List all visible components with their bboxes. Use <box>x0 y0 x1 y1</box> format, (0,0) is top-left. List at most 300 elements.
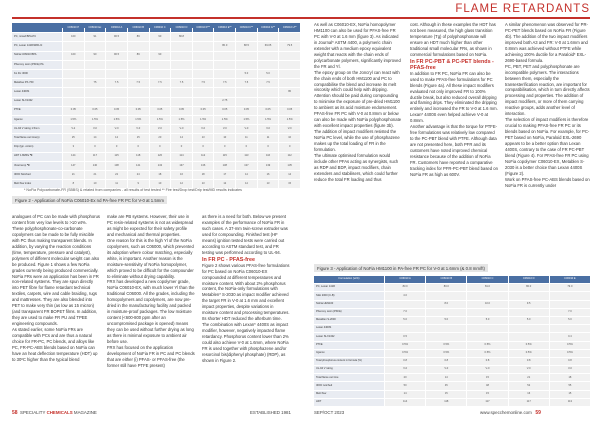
row-label: HDT 1.8MPa ℃ <box>12 153 62 161</box>
fig2-caption: Figure 2 - Application of NoFia C06010-Ex nd PA-free FR PC for V-0 at 1.5mm <box>12 196 167 204</box>
table-cell: 141 <box>128 162 149 170</box>
table-header-cell: C06010 C <box>467 276 507 283</box>
paragraph: The epoxy group on the Joncryl can react with the chain ends of both HM1100 and PC to compatibilise the blend and increase its melt viscosity which could help with dripping. Attention should be paid during compounding to minimise the exposure of pre-dried HM1100 to ambient as its acid moisture endorsement. <box>314 69 400 111</box>
table-cell <box>214 33 235 41</box>
table-cell <box>258 98 279 106</box>
table-cell <box>171 42 192 50</box>
table-cell: 14 <box>85 134 106 142</box>
table-cell <box>106 88 127 96</box>
magazine-name-a: SPECIALITY <box>20 410 46 415</box>
table-cell: 7.5 <box>106 79 127 87</box>
table-cell: 5.0 <box>236 70 257 78</box>
table-cell <box>193 88 214 96</box>
row-label: Lexan 4400S <box>314 325 384 332</box>
table-cell <box>106 61 127 69</box>
table-cell <box>193 52 214 60</box>
table-cell: 9.5 <box>509 301 549 308</box>
table-cell: 7.5 <box>150 79 171 87</box>
table-cell: 15 <box>128 134 149 142</box>
table-cell: 117 <box>85 153 106 161</box>
row-label: HDT <box>314 399 384 406</box>
row-label: Irganox <box>314 350 384 357</box>
row-label: UL-94 V rating <box>314 366 384 373</box>
table-cell <box>258 61 279 69</box>
table-cell <box>193 61 214 69</box>
table-cell: 14 <box>236 171 257 179</box>
table-cell: 1.5% <box>150 116 171 124</box>
table-cell: V-0 <box>550 366 590 373</box>
table-cell: 12 <box>214 180 235 188</box>
table-cell: 0 <box>279 143 300 151</box>
text-column-3 <box>202 214 290 364</box>
table-cell: 136 <box>193 162 214 170</box>
table-cell <box>236 98 257 106</box>
table-cell <box>63 70 84 78</box>
table-cell <box>467 309 507 316</box>
table-cell: 5.0 <box>258 70 279 78</box>
table-cell: 15 <box>550 391 590 398</box>
row-label: Ko Fix 3000 <box>12 70 62 78</box>
table-cell: 0.5% <box>509 350 549 357</box>
table-cell: 0.05 <box>171 107 192 115</box>
table-cell: 0 <box>258 143 279 151</box>
paragraph: Work on PFAS-free PC-ABS blends based on NoFia FR is currently under <box>505 176 590 188</box>
paragraph: These polyphosphonate-co-carbonate copolymers can be made to be fully miscible with PC thus making transparent blends. In addition, by varying the reaction conditions (time, temperature, pressure and catalyst), polymers of different molecular weight can also be produced. Figure 1 shows a few NoFia grades currently being produced commercially. <box>12 225 100 273</box>
paragraph: Another advantage is that the torque for PTFE-free formulations was relatively low compared to the PC-PBT blend with PTFE. Although data are not presented here, both PFR and its customers have noted improved chemical resistance because of the addition of NoFia FR. Customers have reported a comparative tracking index for PFR-PC-PBT blend based on NoFia FR as high as 600V. <box>410 124 498 177</box>
table-cell: 0.05 <box>279 107 300 115</box>
paragraph: A similar phenomenon was observed for PR-PC-PET blends based on NoFia FR (Figure 4b). The addition of the two impact modifiers improved both A3 and FR: V-0 at 1.6mm and 0.8mm was achieved without PTFE while achieving 100% ductile for a Paraloid* EXL-2690-based formula. <box>505 22 588 63</box>
row-label: PTFE <box>12 107 62 115</box>
table-cell: 1.5% <box>279 116 300 124</box>
table-cell <box>106 42 127 50</box>
table-cell <box>150 61 171 69</box>
table-cell <box>258 88 279 96</box>
table-cell: 10.0 <box>467 301 507 308</box>
row-label: Metablen S-2030 <box>314 317 384 324</box>
table-cell: V-2 <box>63 125 84 133</box>
table-cell: 0.05 <box>150 107 171 115</box>
table-header-cell: C06010 P** <box>193 24 214 32</box>
table-header-cell: C06010 E** <box>214 24 235 32</box>
table-cell: 0.5% <box>550 342 590 349</box>
table-cell: 112 <box>279 153 300 161</box>
table-cell: 137 <box>171 162 192 170</box>
row-label: Melt flow index <box>12 180 62 188</box>
paragraph: FRX has focused on the application development of NoFia FR in PC and PC blends that are either (i) PFAS- or PFAS-free (the former still have PTFE present) <box>107 344 195 368</box>
table-cell: 90.5 <box>106 33 127 41</box>
footer-left <box>12 410 97 416</box>
table-cell <box>279 52 300 60</box>
table-cell: 113 <box>236 153 257 161</box>
text-column-1 <box>12 214 100 363</box>
table-cell: 14 <box>236 180 257 188</box>
table-cell <box>426 309 466 316</box>
row-label: IZOD Notched <box>12 171 62 179</box>
table-cell: 16 <box>509 391 549 398</box>
table-header-cell: C06010 D <box>171 24 192 32</box>
table-cell: 0.5 <box>385 333 425 340</box>
table-cell: 118 <box>426 399 466 406</box>
table-cell: 5.0 <box>550 317 590 324</box>
table-cell: 18 <box>550 374 590 381</box>
table-cell <box>509 333 549 340</box>
footer-date: SEP/OCT 2023 <box>314 410 345 415</box>
table-cell: 89 <box>128 52 149 60</box>
footer-right <box>480 410 541 416</box>
table-cell <box>171 52 192 60</box>
table-cell: V-0 <box>106 125 127 133</box>
table-cell: 45 <box>426 382 466 389</box>
table-cell <box>150 42 171 50</box>
table-cell: 11 <box>236 134 257 142</box>
table-cell <box>128 61 149 69</box>
table-cell: 0.05 <box>258 107 279 115</box>
table-cell: 0.8 <box>509 358 549 365</box>
table-cell: 1.5% <box>63 116 84 124</box>
table-cell: 7.5 <box>236 79 257 87</box>
table-cell: 117 <box>467 399 507 406</box>
table-cell: 0.5% <box>426 342 466 349</box>
row-label: IZOD notched <box>314 382 384 389</box>
table-cell: 137 <box>236 162 257 170</box>
table-cell: 79.5 <box>279 42 300 50</box>
table-cell: 22 <box>106 171 127 179</box>
table-cell <box>128 98 149 106</box>
table-cell: 0.5% <box>467 350 507 357</box>
table-cell: 15 <box>426 391 466 398</box>
table-cell: V-0 <box>509 366 549 373</box>
table-cell: 0.5% <box>509 342 549 349</box>
table-cell: 90 <box>150 33 171 41</box>
magazine-name-b: CHEMICALS <box>46 410 73 415</box>
table-cell: 0.8 <box>426 358 466 365</box>
table-cell <box>193 42 214 50</box>
section-heading: In FR PC - PFAS-free <box>202 256 256 263</box>
paragraph: Figure 2 shows various PFAS-free formulations for PC based on NoFia C06010-EX compounded at different temperatures and moisture content. With about 2% phosphorus content, the NoFia-only formulations with Metablen* S-2030 as impact modifier achieved the target FR in V-0 at 1.6 mm and excellent impact properties, despite variations in moisture content and processing temperatures. Its shorter HDT reduced the afterburn time. The combination with Lexan* 4400S as impact modifier, however, negatively impacted flame retardancy. Phosphorus content lower than 2% could also achieve V-0 at 1.6mm, where NoFia FR is used together with phosphazene and/or resorcinol bis(diphenyl phosphate) (RDP), as shown in Figure 2. <box>202 262 290 363</box>
row-label: Irganox <box>12 116 62 124</box>
table-cell: 15 <box>279 180 300 188</box>
table-cell: 0.5% <box>385 350 425 357</box>
table-cell: 8 <box>63 180 84 188</box>
table-cell <box>236 61 257 69</box>
table-cell: 9 <box>128 180 149 188</box>
row-label: Total phosphorus content in formula (%) <box>314 358 384 365</box>
table-cell: 0 <box>193 143 214 151</box>
table-cell: 112 <box>193 153 214 161</box>
table-cell: 0.5% <box>385 342 425 349</box>
table-cell <box>258 52 279 60</box>
table-cell: 4.0 <box>385 292 425 299</box>
magazine-name-c: MAGAZINE <box>73 410 97 415</box>
table-cell: V-0 <box>128 125 149 133</box>
row-label: Drip (Ign. cotton) <box>12 143 62 151</box>
table-cell <box>509 292 549 299</box>
row-label: Melt flow <box>314 391 384 398</box>
table-header-cell: C06010 A <box>106 24 127 32</box>
table-cell <box>509 309 549 316</box>
table-cell <box>550 292 590 299</box>
table-cell: 20 <box>150 134 171 142</box>
row-label: UL-94 V rating 1.5mm <box>12 125 62 133</box>
table-cell: 79.0 <box>550 284 590 291</box>
table-cell: 0 <box>150 143 171 151</box>
table-cell: 25 <box>63 134 84 142</box>
table-header-cell: C06010 G** <box>258 24 279 32</box>
table-cell: 7.5 <box>128 79 149 87</box>
table-cell: V-0 <box>85 125 106 133</box>
table-cell <box>279 98 300 106</box>
row-label: Lexan SLX1432 <box>314 333 384 340</box>
table-cell: 3 <box>63 143 84 151</box>
table-cell <box>279 70 300 78</box>
table-header-cell: Formulation (wt%) <box>314 276 384 283</box>
table-cell: 0.5% <box>550 350 590 357</box>
paragraph: The selection of impact modifiers is therefore crucial to making PFAS-free FR PC or its blends based on NoFia. For example, for PC-PET based on NoFia, Paraloid EXL-2690 appears to be a better option than Lexan 4400S, contrary to the case of FR PC-PBT blend (Figure 4). For PFAS-free FR PC using NoFia copolymer C06010-EX, Metablen S-2030 is a better choice than Lexan 4400S (Figure 2). <box>505 117 590 176</box>
table-cell: V-0 <box>214 125 235 133</box>
table-cell: 14 <box>279 171 300 179</box>
table-cell <box>426 325 466 332</box>
table-cell: 0.8 <box>467 358 507 365</box>
table-cell <box>193 98 214 106</box>
table-cell: 0 <box>236 143 257 151</box>
paragraph: As well as C06010-EX, NoFia homopolymer HM1100 can also be used for PFAS-free FR PC with V-0 at 1.6 mm (figure 3). As indicated in Journal* ASTM 4400, a polymeric chain extender with a medium epoxy equivalent weight that reacts with the chain ends of polycarbonate polymers, significantly improved the FR and Yl. <box>314 22 401 69</box>
row-label: Lexan 4400S <box>12 88 62 96</box>
table-cell <box>150 88 171 96</box>
table-cell: 80.0 <box>214 42 235 50</box>
left-page-number: 58 <box>12 410 18 416</box>
table-cell: 50 <box>385 382 425 389</box>
table-cell: 80.0 <box>426 284 466 291</box>
table-cell: 115 <box>106 153 127 161</box>
table-cell: 5.0 <box>426 317 466 324</box>
table-cell: 0.5% <box>426 350 466 357</box>
table-cell: 1.5% <box>258 116 279 124</box>
table-cell: V-0 <box>467 366 507 373</box>
table-cell: V-0 <box>193 125 214 133</box>
table-cell <box>85 61 106 69</box>
right-page-number: 59 <box>535 410 541 416</box>
table-cell <box>85 88 106 96</box>
table-cell: 10 <box>214 134 235 142</box>
table-cell <box>426 333 466 340</box>
paragraph: In addition to FR PC, NoFia FR can also be used to make PFAS-free formulations for PC blends (Figure 4a). All these impact modifiers evaluated not only improved FR to 100% ductile break, but also reduced overall dripping and flaming drips. They eliminated the dripping entirely and increased the FR to V-0 at 1.6 mm. Lexan* 4400S even helped achieve V-0 at 0.8mm. <box>410 70 498 124</box>
table-header-cell: C06010 P <box>63 24 84 32</box>
table-cell <box>193 70 214 78</box>
table-cell: 143 <box>150 162 171 170</box>
table-cell: 52 <box>509 382 549 389</box>
table-cell <box>236 52 257 60</box>
table-cell: 18 <box>193 171 214 179</box>
table-cell <box>214 61 235 69</box>
table-cell: 0.05 <box>63 107 84 115</box>
table-cell: 7.5 <box>214 79 235 87</box>
table-cell: 118 <box>128 153 149 161</box>
table-cell: 11 <box>258 134 279 142</box>
table-cell: 83.0 <box>385 284 425 291</box>
table-cell: 139 <box>258 162 279 170</box>
table-cell: 21 <box>85 171 106 179</box>
table-header-cell: C06010 B <box>128 24 149 32</box>
row-label: Vicat temp ℃ <box>12 162 62 170</box>
table-cell: 100 <box>63 52 84 60</box>
table-cell: 91 <box>85 33 106 41</box>
row-label: Stilo 2000 (C-B) <box>314 292 384 299</box>
table-cell <box>214 70 235 78</box>
table-cell: 80.0 <box>509 284 549 291</box>
table-cell <box>193 33 214 41</box>
table-cell <box>214 88 235 96</box>
table-cell: 5.0 <box>385 317 425 324</box>
table-cell: 0.05 <box>128 107 149 115</box>
table-header-cell: C06010 E <box>550 276 590 283</box>
table-cell: 0.4 <box>550 333 590 340</box>
table-cell: 0 <box>85 143 106 151</box>
row-label: Total flame out time(s) <box>12 134 62 142</box>
text-column-4 <box>314 22 402 183</box>
table-cell: 21 <box>63 171 84 179</box>
row-label: Total flame out time <box>314 374 384 381</box>
table-cell: 117 <box>509 399 549 406</box>
table-cell: 0.8 <box>550 358 590 365</box>
table-cell <box>385 325 425 332</box>
footer-established: ESTABLISHED 1981 <box>250 410 291 415</box>
table-cell <box>150 70 171 78</box>
table-cell: 12 <box>106 134 127 142</box>
table-cell <box>467 325 507 332</box>
paragraph: make are PB systems. However, their use in PC resin-related systems is not as widespread as might be expected for their safety profile and mechanical and thermal properties. <box>107 214 194 237</box>
table-cell <box>509 325 549 332</box>
fig3-caption: Figure 3 - Application of NoFia HM1100 in PA-free FR PC for V-0 at 1.6mm (& 0.8 mm/ft) <box>314 264 488 272</box>
table-cell: 7.5 <box>258 79 279 87</box>
table-header-cell: C06010 D <box>509 276 549 283</box>
table-cell <box>63 88 84 96</box>
table-header-cell: C06010 C <box>150 24 171 32</box>
table-cell: 80.8 <box>171 33 192 41</box>
table-header-cell: C06010 B <box>426 276 466 283</box>
text-column-2 <box>107 214 195 369</box>
table-cell: 0.5% <box>467 342 507 349</box>
table-header-cell: C06010 A <box>385 276 425 283</box>
table-cell: 124 <box>63 153 84 161</box>
table-cell: 147 <box>63 162 84 170</box>
paragraph: As stated earlier, some NoFia FRs are compatible with PCs and are thus a natural choice for FR-PC, PC blends, and alloys like PC, FR-PC-ABS blends based on NoFia can have an heat deflection temperature (HDT) up to 30ºC higher than the typical blend <box>12 327 98 362</box>
table-cell <box>63 42 84 50</box>
row-label: Phenoxy resin (PKFE) PA <box>12 61 62 69</box>
table-cell: 17 <box>214 171 235 179</box>
paragraph: The ultimate optimised formulation would include other PFAs acting as synergists, such as RDP and BDP, impact modifiers, chain extenders and stabilisers, which could further reduce the total FR loading and thus <box>314 152 399 182</box>
table-cell: 12 <box>171 180 192 188</box>
table-cell: V-0 <box>385 366 425 373</box>
table-cell <box>385 301 425 308</box>
table-cell: 20 <box>385 374 425 381</box>
table-cell: 15 <box>467 391 507 398</box>
table-cell: 0.05 <box>106 107 127 115</box>
table-cell: 10 <box>279 134 300 142</box>
table-cell <box>63 98 84 106</box>
table-cell: V-0 <box>236 125 257 133</box>
table-cell: 14 <box>171 134 192 142</box>
table-cell: 7.5 <box>171 79 192 87</box>
table-cell <box>426 292 466 299</box>
table-cell <box>63 61 84 69</box>
table-cell: 13 <box>193 180 214 188</box>
header-rule <box>12 17 590 19</box>
table-header-cell: C06010 F** <box>236 24 257 32</box>
table-cell: 14 <box>385 391 425 398</box>
table-cell <box>258 33 279 41</box>
paragraph: PFAS-free FR PC with V-0 at 0.8mm or below can also be made with NoFia polyphosphonate with excellent impact properties (figure 3b). The addition of impact modifiers resisted the NoFia PC level, while the use of phosphazene makes up the total loading of FR in the formulation. <box>314 111 402 153</box>
table-cell: 5.0 <box>509 317 549 324</box>
table-cell: 7.0 <box>550 309 590 316</box>
table-cell <box>63 79 84 87</box>
table-cell: 89 <box>128 33 149 41</box>
table-cell <box>236 33 257 41</box>
table-cell <box>214 52 235 60</box>
paragraph: cost. Although in these examples the HDT has not been measured, the high glass transition temperature (Tg) of polyphosphonate will ensure an HDT much higher than other traditional small molecular FRs, as shown in commercial formulations based on NoFia. <box>410 22 496 57</box>
table-cell: V-0 <box>258 125 279 133</box>
table-cell <box>85 98 106 106</box>
table-cell: 0.05 <box>193 107 214 115</box>
table-cell <box>85 42 106 50</box>
table-cell <box>150 98 171 106</box>
table-cell: V-0 <box>171 125 192 133</box>
table-cell: 48 <box>467 382 507 389</box>
table-cell: 21 <box>509 374 549 381</box>
fig2-footnote: * NoFia Polycarbonate-FR (SBBS) & related from companies - all results of test tested ** Fire test/Drop test/Drip test/MD results indicates <box>24 188 242 192</box>
table-header-cell: C06010 Ex <box>85 24 106 32</box>
table-cell <box>128 42 149 50</box>
fig2-table <box>12 24 300 188</box>
table-cell: 80 <box>279 88 300 96</box>
table-cell <box>279 33 300 41</box>
row-label: Lexan SLX1432 <box>12 98 62 106</box>
table-cell: 16 <box>258 171 279 179</box>
table-cell: 0 <box>106 143 127 151</box>
section-heading: In FR PC-PBT & PC-PET blends - PFAS-free <box>410 58 494 71</box>
text-column-5 <box>410 22 498 178</box>
paragraph: FRX has developed a new copolymer grade, NoFia C06010-EX, with much lower Yl than the traditional C06000. All the grades, including the homopolymers and copolymers, are now pre-dried in the manufacturing facility and packed in moisture-proof packages. The low moisture content (<600-800 ppm after an uncompromised package is opened) means they can be used without further drying as long as there is minimal exposure to ambient air before use. <box>107 279 195 345</box>
section-title: FLAME RETARDANTS <box>455 3 590 15</box>
table-cell: 140 <box>85 162 106 170</box>
paragraph: as there is a need for both. Below we present examples of the performance of NoFia FR in such cases. A 37-mm twin-screw extruder was used for compounding. Finished test (HF means) ignition tested tests were carried out according to ASTM standard test, and FR testing was performed according to UL-94. <box>202 214 288 255</box>
table-cell: 24 <box>128 171 149 179</box>
paragraph: NoFia FRs were an application has been in FR non-related systems. They are spun directly into PET fibre for flame retardant technical textiles, carpets, wire and cable braiding, rugs and mattresses. They are also blended into PET to make very thin (as low as 15 micron) (and transparent FR BOPET films. In addition, they are used to make FR PU and TPEE engineering compounds. <box>12 273 99 327</box>
table-cell: 0.05 <box>85 107 106 115</box>
table-header-cell <box>12 24 62 32</box>
table-cell <box>171 98 192 106</box>
row-label: Melafree PX-760 <box>12 79 62 87</box>
table-cell <box>106 98 127 106</box>
table-cell <box>467 333 507 340</box>
table-cell: 0.05 <box>236 107 257 115</box>
table-cell: 0 <box>214 143 235 151</box>
table-cell: 100 <box>63 33 84 41</box>
table-header-cell: C06010 H** <box>279 24 300 32</box>
paragraph: One reason for this is the high Yl of the NoFia copolymers, such as C06000, which prevented its adoption where colour matching, especially white, is important. Another reason is the moisture-sensitivity of NoFia homopolymer, which proved to be difficult for the compounder to eliminate without drying capability. <box>107 237 194 279</box>
row-label: NoFia HM1100 <box>314 301 384 308</box>
table-cell <box>236 88 257 96</box>
table-cell <box>171 61 192 69</box>
table-cell <box>171 88 192 96</box>
table-cell: 7.0 <box>385 309 425 316</box>
table-cell: 113 <box>550 399 590 406</box>
table-cell <box>467 292 507 299</box>
table-cell: 16 <box>171 171 192 179</box>
table-cell: 1.5% <box>236 116 257 124</box>
table-cell: 0.05 <box>214 107 235 115</box>
website-link[interactable]: www.specchemonline.com <box>480 410 532 415</box>
table-cell: 90.5 <box>106 52 127 60</box>
